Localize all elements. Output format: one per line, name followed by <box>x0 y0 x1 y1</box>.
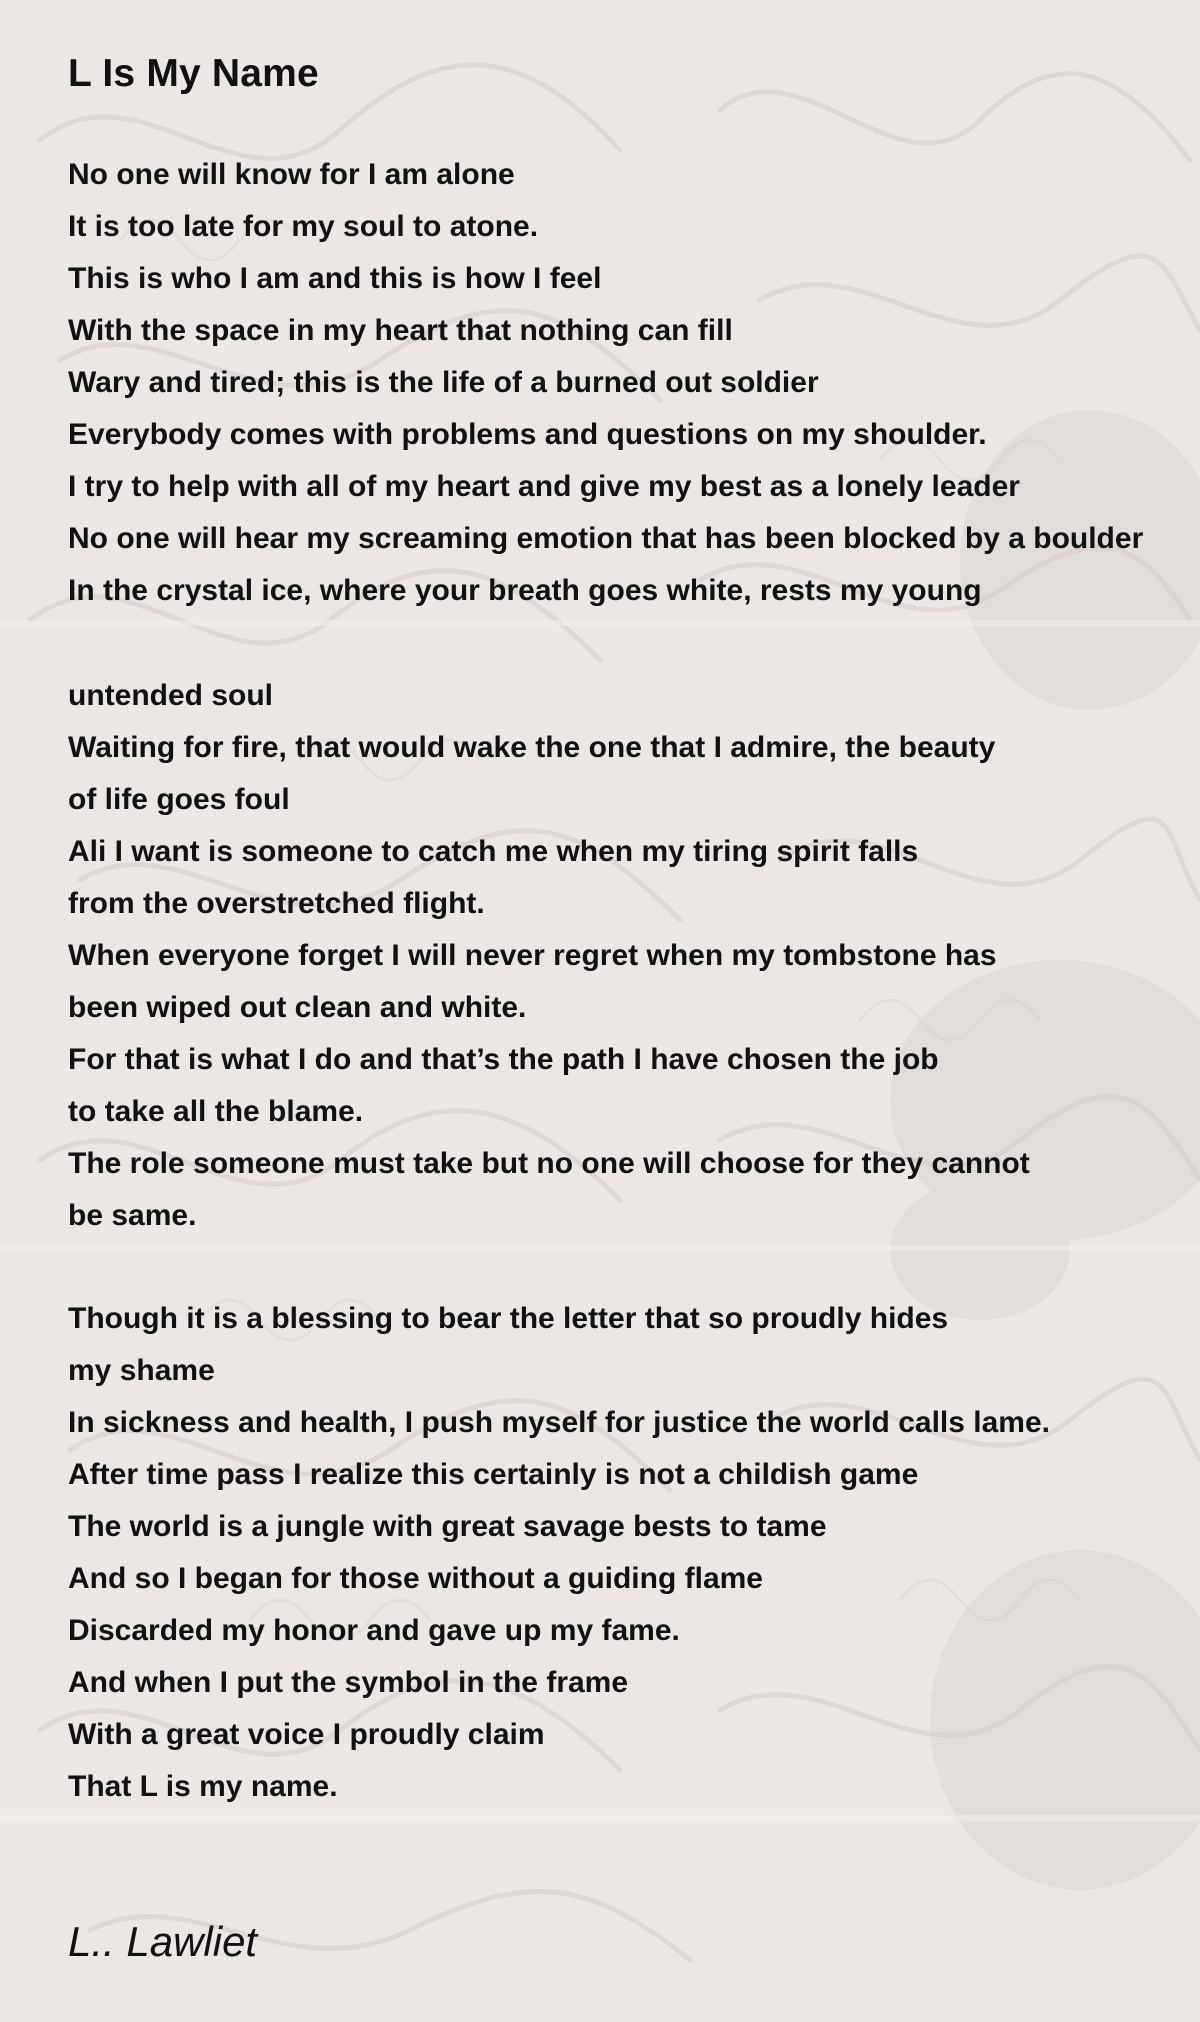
poem-line: This is who I am and this is how I feel <box>68 262 602 295</box>
poem-line: been wiped out clean and white. <box>68 991 527 1024</box>
poem-line: When everyone forget I will never regret when my tombstone has <box>68 939 997 972</box>
poem-line: Waiting for fire, that would wake the one that I admire, the beauty <box>68 731 996 764</box>
stanza-1 <box>68 149 1200 617</box>
poem-line: With the space in my heart that nothing can fill <box>68 314 733 347</box>
poem-line: After time pass I realize this certainly is not a childish game <box>68 1458 919 1491</box>
poem-line: The role someone must take but no one will choose for they cannot <box>68 1147 1030 1180</box>
poem-line: be same. <box>68 1199 197 1232</box>
poem-line: No one will hear my screaming emotion that has been blocked by a boulder <box>68 522 1144 555</box>
poem-line: For that is what I do and that’s the path I have chosen the job <box>68 1043 939 1076</box>
poem-line: And so I began for those without a guiding flame <box>68 1562 763 1595</box>
stanza-2 <box>68 670 1200 1242</box>
poem-line: I try to help with all of my heart and give my best as a lonely leader <box>68 470 1020 503</box>
poem-line: No one will know for I am alone <box>68 158 515 191</box>
poem-line: Everybody comes with problems and questions on my shoulder. <box>68 418 987 451</box>
poem-line: That L is my name. <box>68 1770 338 1803</box>
poem-line: Wary and tired; this is the life of a burned out soldier <box>68 366 819 399</box>
poem-line: The world is a jungle with great savage bests to tame <box>68 1510 827 1543</box>
poem-line: With a great voice I proudly claim <box>68 1718 545 1751</box>
poem-line: my shame <box>68 1354 215 1387</box>
poem-line: It is too late for my soul to atone. <box>68 210 539 243</box>
poem-line: Ali I want is someone to catch me when my tiring spirit falls <box>68 835 919 868</box>
stanza-3 <box>68 1293 1200 1813</box>
poem-line: And when I put the symbol in the frame <box>68 1666 629 1699</box>
poem-line: from the overstretched flight. <box>68 887 485 920</box>
poem-author: L.. Lawliet <box>68 1918 258 1965</box>
poem-line: untended soul <box>68 679 273 712</box>
poem-line: In sickness and health, I push myself for justice the world calls lame. <box>68 1406 1050 1439</box>
poem-line: In the crystal ice, where your breath goes white, rests my young <box>68 574 982 607</box>
poem-line: Though it is a blessing to bear the letter that so proudly hides <box>68 1302 949 1335</box>
poem-line: of life goes foul <box>68 783 290 816</box>
poem-line: to take all the blame. <box>68 1095 364 1128</box>
poem-title: L Is My Name <box>68 52 319 95</box>
poem-line: Discarded my honor and gave up my fame. <box>68 1614 680 1647</box>
